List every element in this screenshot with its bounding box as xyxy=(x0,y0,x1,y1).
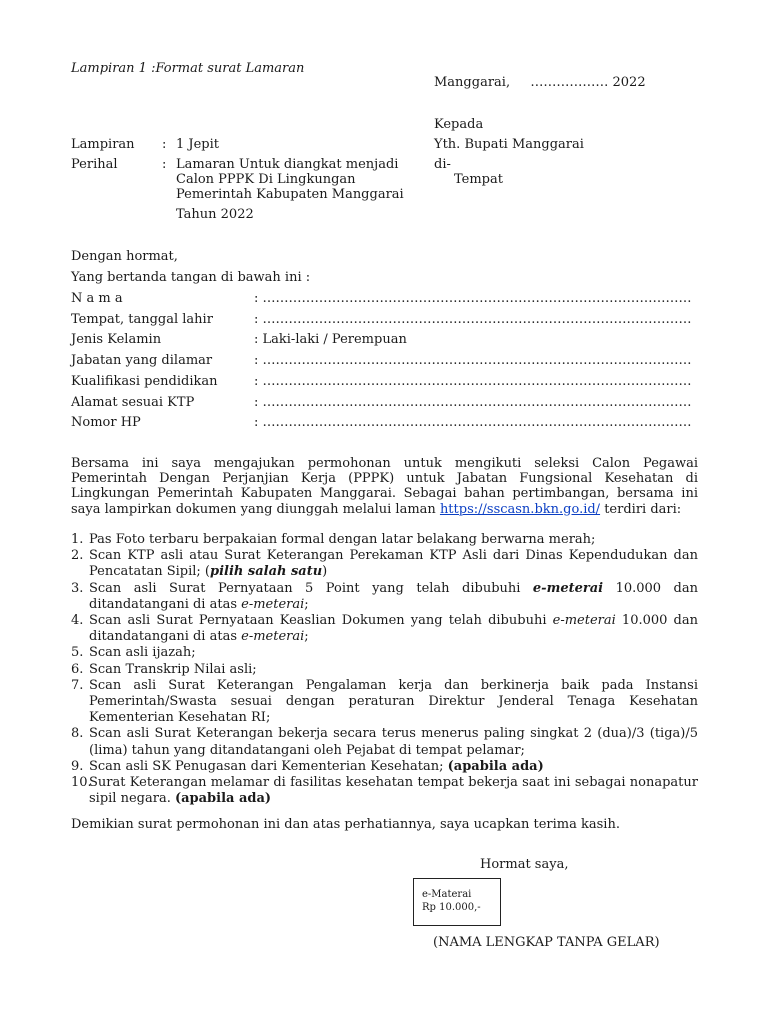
sscasn-link[interactable]: https://sscasn.bkn.go.id/ xyxy=(439,501,601,517)
requirement-number: 2. xyxy=(71,548,84,564)
requirement-number: 7. xyxy=(71,677,84,693)
lampiran-colon: : xyxy=(162,137,167,152)
requirement-text: Scan asli Surat Pernyataan Keaslian Dokumen yang telah dibubuhi xyxy=(89,613,553,629)
lampiran-label: Lampiran xyxy=(71,137,135,152)
perihal-colon: : xyxy=(162,157,167,172)
requirement-text: ; xyxy=(304,629,309,645)
requirement-text: e-meterai xyxy=(552,613,616,629)
stamp-line-2: Rp 10.000,- xyxy=(422,902,481,913)
recipient-di: di- xyxy=(434,157,451,172)
field-row-nama xyxy=(71,291,711,309)
requirement-text: Scan Transkrip Nilai asli; xyxy=(89,661,257,677)
place: Manggarai, xyxy=(434,75,511,90)
perihal-label: Perihal xyxy=(71,157,118,172)
field-row-kualifikasi xyxy=(71,374,711,392)
signatory-name: (NAMA LENGKAP TANPA GELAR) xyxy=(433,935,660,950)
field-row-gender xyxy=(71,332,711,350)
requirement-item xyxy=(71,548,698,580)
requirement-text: Scan asli ijazah; xyxy=(89,645,196,661)
lampiran-value: 1 Jepit xyxy=(176,137,220,152)
requirement-item xyxy=(71,662,698,678)
hormat-saya: Hormat saya, xyxy=(480,857,569,872)
field-value: : ……………………………………………………………………………………… xyxy=(254,353,692,368)
field-label: Tempat, tanggal lahir xyxy=(71,312,213,327)
field-label: Jenis Kelamin xyxy=(71,332,162,347)
requirement-item xyxy=(71,613,698,645)
date-placeholder: ……………… 2022 xyxy=(530,75,646,90)
field-row-jabatan xyxy=(71,353,711,371)
field-value: : ……………………………………………………………………………………… xyxy=(254,374,692,389)
stamp-line-1: e-Materai xyxy=(422,889,472,900)
requirement-number: 3. xyxy=(71,580,84,596)
requirement-number: 10. xyxy=(71,775,92,791)
field-label: Alamat sesuai KTP xyxy=(71,395,195,410)
intro-line: Yang bertanda tangan di bawah ini : xyxy=(71,270,311,285)
field-row-ttl xyxy=(71,312,711,330)
requirement-text: Surat Keterangan melamar di fasilitas kesehatan tempat bekerja saat ini sebagai nonapatur sipil negara. xyxy=(89,775,698,807)
requirement-number: 1. xyxy=(71,532,84,547)
requirement-item xyxy=(71,645,698,661)
e-meterai-box xyxy=(413,878,501,926)
requirement-text: pilih salah satu xyxy=(210,564,323,580)
field-value: : ……………………………………………………………………………………… xyxy=(254,415,692,430)
requirement-text: 10.000 dan ditandatangani di atas xyxy=(89,613,698,645)
requirement-item xyxy=(71,678,698,727)
recipient-name: Yth. Bupati Manggarai xyxy=(434,137,584,152)
requirement-item xyxy=(71,775,698,807)
body-paragraph xyxy=(71,456,698,517)
field-value: : ……………………………………………………………………………………… xyxy=(254,312,692,327)
requirement-item xyxy=(71,726,698,758)
requirement-item xyxy=(71,581,698,613)
requirement-number: 8. xyxy=(71,726,84,742)
requirement-number: 4. xyxy=(71,613,84,629)
field-value: : ……………………………………………………………………………………… xyxy=(254,395,692,410)
field-value: : Laki-laki / Perempuan xyxy=(254,332,407,347)
requirement-number: 9. xyxy=(71,758,84,774)
requirement-text: Scan KTP asli atau Surat Keterangan Perekaman KTP Asli dari Dinas Kependudukan dan Pencatatan Sipil; ( xyxy=(89,548,698,580)
greeting: Dengan hormat, xyxy=(71,249,178,264)
requirement-text: e-meterai xyxy=(532,580,604,596)
requirement-text: ; xyxy=(304,596,309,612)
requirement-text: 10.000 dan ditandatangani di atas xyxy=(89,580,698,612)
requirement-text: Scan asli SK Penugasan dari Kementerian Kesehatan; xyxy=(89,758,448,774)
recipient-kepada: Kepada xyxy=(434,117,484,132)
place-date xyxy=(434,75,646,90)
closing-sentence: Demikian surat permohonan ini dan atas perhatiannya, saya ucapkan terima kasih. xyxy=(71,817,620,832)
requirement-text: Pas Foto terbaru berpakaian formal dengan latar belakang berwarna merah; xyxy=(89,532,596,547)
requirement-text: Scan asli Surat Keterangan bekerja secara terus menerus paling singkat 2 (dua)/3 (tiga)/5 (lima) tahun yang ditandatangani oleh Pejabat di tempat pelamar; xyxy=(89,726,698,758)
field-label: N a m a xyxy=(71,291,123,306)
field-label: Kualifikasi pendidikan xyxy=(71,374,218,389)
recipient-tempat: Tempat xyxy=(454,172,503,187)
requirement-number: 5. xyxy=(71,645,84,661)
requirement-text: (apabila ada) xyxy=(174,791,272,807)
requirements-list xyxy=(71,532,698,807)
requirement-text: Scan asli Surat Keterangan Pengalaman kerja dan berkinerja baik pada Instansi Pemerintah/Swasta sesuai dengan peraturan Direktur Jenderal Tenaga Kesehatan Kementerian Kesehatan RI; xyxy=(89,677,698,726)
field-row-hp xyxy=(71,415,711,433)
field-row-alamat xyxy=(71,395,711,413)
field-value: : ……………………………………………………………………………………… xyxy=(254,291,692,306)
requirement-text: Scan asli Surat Pernyataan 5 Point yang telah dibubuhi xyxy=(89,580,533,596)
requirement-text: (apabila ada) xyxy=(447,758,544,774)
perihal-line-3: Pemerintah Kabupaten Manggarai xyxy=(176,187,404,202)
field-label: Jabatan yang dilamar xyxy=(71,353,213,368)
field-label: Nomor HP xyxy=(71,415,141,430)
requirement-item xyxy=(71,532,698,548)
body-text-end: terdiri dari: xyxy=(604,501,682,517)
requirement-number: 6. xyxy=(71,661,84,677)
requirement-text: e-meterai xyxy=(241,629,305,645)
requirement-item xyxy=(71,759,698,775)
requirement-text: e-meterai xyxy=(241,596,305,612)
perihal-line-2: Calon PPPK Di Lingkungan xyxy=(176,172,356,187)
requirement-text: ) xyxy=(322,564,328,580)
perihal-line-1: Lamaran Untuk diangkat menjadi xyxy=(176,157,399,172)
letter-heading: Lampiran 1 :Format surat Lamaran xyxy=(71,61,305,76)
perihal-year: Tahun 2022 xyxy=(176,207,254,222)
body-text: Bersama ini saya mengajukan permohonan untuk mengikuti seleksi Calon Pegawai Pemerintah Dengan Perjanjian Kerja (PPPK) untuk Jabatan Fungsional Kesehatan di Lingkungan Pemerintah Kabupaten Manggarai. Sebagai bahan pertimbangan, bersama ini saya lampirkan dokumen yang diunggah melalui laman xyxy=(71,456,698,517)
